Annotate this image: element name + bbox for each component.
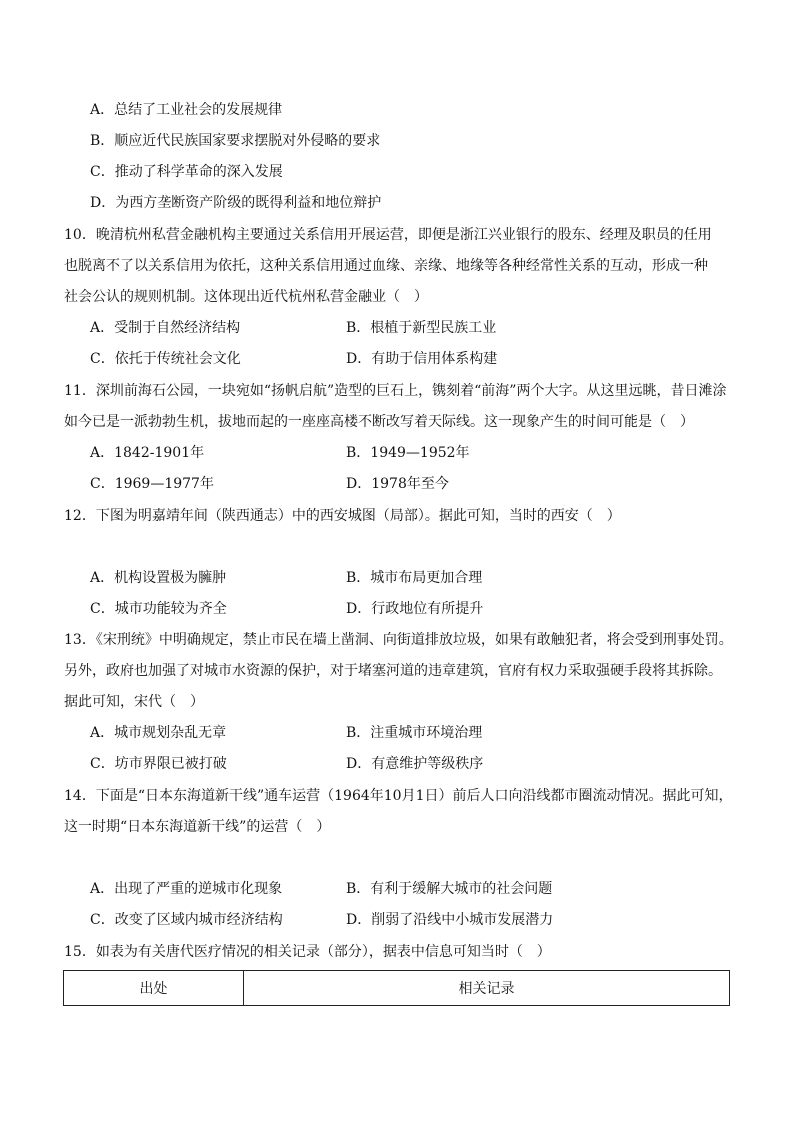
q13-option-d: D．有意维护等级秩序 [346,756,484,772]
q15-stem-line-1: 15．如表为有关唐代医疗情况的相关记录（部分），据表中信息可知当时（ ） [64,944,551,960]
q10-stem-line-3: 社会公认的规则机制。这体现出近代杭州私营金融业（ ） [64,289,428,305]
q14-option-b: B．有利于缓解大城市的社会问题 [346,881,553,897]
q13-option-c: C．坊市界限已被打破 [90,756,227,772]
q12-stem-line-1: 12．下图为明嘉靖年间（陕西通志）中的西安城图（局部）。据此可知，当时的西安（ ） [64,508,621,524]
table-header-record: 相关记录 [244,971,730,1006]
q14-option-d: D．削弱了沿线中小城市发展潜力 [346,912,554,928]
q11-option-c: C．1969—1977年 [90,476,214,492]
q10-stem-line-2: 也脱离不了以关系信用为依托，这种关系信用通过血缘、亲缘、地缘等各种经常性关系的互动，形成一种 [64,258,708,274]
q13-option-b: B．注重城市环境治理 [346,725,483,741]
q9-option-b: B．顺应近代民族国家要求摆脱对外侵略的要求 [90,133,381,149]
q13-stem-line-2: 另外，政府也加强了对城市水资源的保护，对于堵塞河道的违章建筑，官府有权力采取强硬手段将其拆除。 [64,663,722,679]
q9-option-d: D．为西方垄断资产阶级的既得利益和地位辩护 [90,195,382,211]
q11-option-d: D．1978年至今 [346,476,449,492]
table-header-row [64,971,730,1006]
q12-option-c: C．城市功能较为齐全 [90,601,227,617]
q9-option-a: A．总结了工业社会的发展规律 [90,102,283,118]
q14-option-a: A．出现了严重的逆城市化现象 [90,881,283,897]
q14-stem-line-2: 这一时期“日本东海道新干线”的运营（ ） [64,819,331,835]
table-header-source: 出处 [64,971,244,1006]
q11-stem-line-1: 11．深圳前海石公园，一块宛如“扬帆启航”造型的巨石上，镌刻着“前海”两个大字。从这里远眺，昔日滩涂 [64,383,727,399]
q13-stem-line-3: 据此可知，宋代（ ） [64,694,204,710]
q14-option-c: C．改变了区域内城市经济结构 [90,912,283,928]
q15-record-table [63,970,730,1006]
q14-stem-line-1: 14．下面是“日本东海道新干线”通车运营（1964年10月1日）前后人口向沿线都市圈流动情况。据此可知， [64,788,733,804]
q11-option-a: A．1842-1901年 [90,445,205,461]
q10-option-c: C．依托于传统社会文化 [90,351,241,367]
q11-stem-line-2: 如今已是一派勃勃生机，拔地而起的一座座高楼不断改写着天际线。这一现象产生的时间可能是（ ） [64,414,694,430]
q12-option-d: D．行政地位有所提升 [346,601,484,617]
q10-option-a: A．受制于自然经济结构 [90,320,241,336]
q13-option-a: A．城市规划杂乱无章 [90,725,227,741]
q12-option-b: B．城市布局更加合理 [346,570,483,586]
q11-option-b: B．1949—1952年 [346,445,470,461]
q9-option-c: C．推动了科学革命的深入发展 [90,164,283,180]
q13-stem-line-1: 13．《宋刑统》中明确规定，禁止市民在墙上凿洞、向街道排放垃圾，如果有敢触犯者，将会受到刑事处罚。 [64,632,733,648]
q12-option-a: A．机构设置极为臃肿 [90,570,227,586]
q10-stem-line-1: 10．晚清杭州私营金融机构主要通过关系信用开展运营，即便是浙江兴业银行的股东、经理及职员的任用 [64,227,712,243]
q10-option-b: B．根植于新型民族工业 [346,320,497,336]
q10-option-d: D．有助于信用体系构建 [346,351,498,367]
